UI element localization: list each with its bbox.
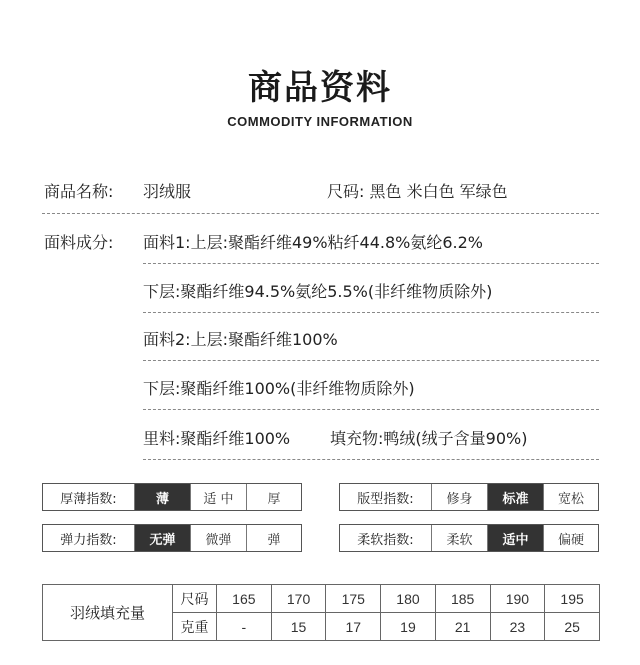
softness-scale bbox=[339, 524, 599, 552]
elasticity-label: 弹力指数: bbox=[60, 532, 117, 548]
thickness-option-thin: 薄 bbox=[134, 484, 190, 510]
weight-row-header: 克重 bbox=[173, 613, 217, 641]
fabric-line-3: 面料2:上层:聚酯纤维100% bbox=[143, 330, 338, 349]
filling-text: 填充物:鸭绒(绒子含量90%) bbox=[330, 429, 528, 448]
thickness-scale bbox=[42, 483, 302, 511]
size-cell: 190 bbox=[490, 585, 545, 613]
softness-option-medium: 适中 bbox=[487, 525, 543, 551]
down-fill-table bbox=[42, 584, 600, 641]
elasticity-option-slight: 微弹 bbox=[190, 525, 246, 551]
size-cell: 185 bbox=[435, 585, 490, 613]
product-name-value: 羽绒服 bbox=[143, 182, 192, 201]
thickness-option-medium: 适 中 bbox=[190, 484, 246, 510]
weight-cell: 17 bbox=[326, 613, 381, 641]
size-cell: 170 bbox=[271, 585, 326, 613]
fit-label: 版型指数: bbox=[357, 491, 414, 507]
thickness-option-thick: 厚 bbox=[246, 484, 301, 510]
weight-cell: - bbox=[217, 613, 272, 641]
size-cell: 165 bbox=[217, 585, 272, 613]
lining-text: 里料:聚酯纤维100% bbox=[143, 429, 291, 448]
size-cell: 175 bbox=[326, 585, 381, 613]
size-cell: 180 bbox=[381, 585, 436, 613]
page-subtitle: COMMODITY INFORMATION bbox=[227, 114, 413, 129]
table-row bbox=[43, 585, 600, 613]
fabric-label: 面料成分: bbox=[44, 233, 114, 252]
page-title: 商品资料 bbox=[248, 68, 392, 108]
fit-option-standard: 标准 bbox=[487, 484, 543, 510]
weight-cell: 21 bbox=[435, 613, 490, 641]
divider bbox=[143, 263, 599, 264]
size-cell: 195 bbox=[545, 585, 600, 613]
divider bbox=[143, 459, 599, 460]
fabric-line-4: 下层:聚酯纤维100%(非纤维物质除外) bbox=[143, 379, 415, 398]
divider bbox=[143, 409, 599, 410]
down-fill-title: 羽绒填充量 bbox=[43, 585, 173, 641]
divider bbox=[143, 360, 599, 361]
fit-option-loose: 宽松 bbox=[543, 484, 598, 510]
divider bbox=[143, 312, 599, 313]
elasticity-option-stretch: 弹 bbox=[246, 525, 301, 551]
thickness-label: 厚薄指数: bbox=[60, 491, 117, 507]
weight-cell: 23 bbox=[490, 613, 545, 641]
size-colors: 尺码: 黑色 米白色 军绿色 bbox=[327, 182, 508, 201]
fabric-line-2: 下层:聚酯纤维94.5%氨纶5.5%(非纤维物质除外) bbox=[143, 282, 493, 301]
fabric-line-1: 面料1:上层:聚酯纤维49%粘纤44.8%氨纶6.2% bbox=[143, 233, 484, 252]
elasticity-option-none: 无弹 bbox=[134, 525, 190, 551]
elasticity-scale bbox=[42, 524, 302, 552]
weight-cell: 15 bbox=[271, 613, 326, 641]
size-row-header: 尺码 bbox=[173, 585, 217, 613]
weight-cell: 25 bbox=[545, 613, 600, 641]
product-name-label: 商品名称: bbox=[44, 182, 114, 201]
fit-option-slim: 修身 bbox=[431, 484, 487, 510]
fit-scale bbox=[339, 483, 599, 511]
divider bbox=[42, 213, 599, 214]
softness-option-soft: 柔软 bbox=[431, 525, 487, 551]
softness-label: 柔软指数: bbox=[357, 532, 414, 548]
softness-option-hard: 偏硬 bbox=[543, 525, 598, 551]
weight-cell: 19 bbox=[381, 613, 436, 641]
